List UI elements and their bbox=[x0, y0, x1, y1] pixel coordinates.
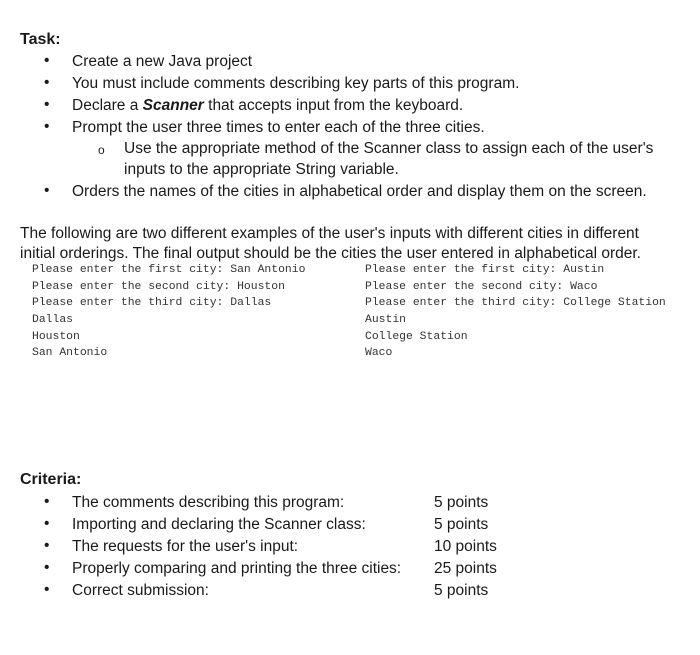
criteria-points: 25 points bbox=[434, 560, 497, 577]
criteria-label: The requests for the user's input: bbox=[72, 538, 299, 555]
bullet-icon: • bbox=[44, 182, 50, 199]
example-right-line-2: Please enter the second city: Waco bbox=[365, 281, 598, 293]
example-right-line-6: Waco bbox=[365, 347, 393, 359]
example-right-line-5: College Station bbox=[365, 331, 468, 343]
bullet-icon: • bbox=[44, 515, 50, 532]
criteria-label: Properly comparing and printing the three cities: bbox=[72, 560, 402, 577]
task-item-4: Prompt the user three times to enter each of the three cities. bbox=[72, 119, 485, 136]
criteria-heading: Criteria: bbox=[20, 471, 82, 488]
task-item-3-after: that accepts input from the keyboard. bbox=[203, 97, 464, 114]
criteria-points: 5 points bbox=[434, 494, 489, 511]
task-item-1: Create a new Java project bbox=[72, 53, 253, 70]
bullet-icon: • bbox=[44, 559, 50, 576]
criteria-points: 5 points bbox=[434, 582, 489, 599]
example-left-line-1: Please enter the first city: San Antonio bbox=[32, 264, 306, 276]
bullet-icon: • bbox=[44, 118, 50, 135]
example-left-line-5: Houston bbox=[32, 331, 80, 343]
example-left-line-6: San Antonio bbox=[32, 347, 108, 359]
bullet-icon: • bbox=[44, 537, 50, 554]
task-subitem-line1: Use the appropriate method of the Scanner class to assign each of the user's bbox=[124, 140, 654, 157]
task-heading: Task: bbox=[20, 31, 61, 48]
example-right-line-1: Please enter the first city: Austin bbox=[365, 264, 605, 276]
bullet-icon: • bbox=[44, 493, 50, 510]
criteria-label: Importing and declaring the Scanner class: bbox=[72, 516, 366, 533]
intro-paragraph: The following are two different examples of the user's inputs with different cities in different initial orderings. The final output should be the cities the user entered in alphabetical order. bbox=[20, 225, 641, 262]
example-left-line-4: Dallas bbox=[32, 314, 74, 326]
bullet-icon: • bbox=[44, 52, 50, 69]
example-right-line-4: Austin bbox=[365, 314, 407, 326]
criteria-points: 10 points bbox=[434, 538, 497, 555]
example-left-line-2: Please enter the second city: Houston bbox=[32, 281, 285, 293]
bullet-icon: • bbox=[44, 96, 50, 113]
bullet-icon: • bbox=[44, 581, 50, 598]
task-item-3 bbox=[72, 96, 463, 115]
scanner-emphasis: Scanner bbox=[142, 97, 204, 114]
task-item-3-before: Declare a bbox=[72, 97, 143, 114]
task-item-2: You must include comments describing key parts of this program. bbox=[72, 75, 520, 92]
bullet-icon: • bbox=[44, 74, 50, 91]
criteria-points: 5 points bbox=[434, 516, 489, 533]
example-left-line-3: Please enter the third city: Dallas bbox=[32, 297, 272, 309]
example-right-line-3: Please enter the third city: College Station bbox=[365, 297, 666, 309]
sub-bullet-icon: o bbox=[98, 143, 105, 157]
task-item-5: Orders the names of the cities in alphabetical order and display them on the screen. bbox=[72, 183, 647, 200]
task-subitem-line2: inputs to the appropriate String variable. bbox=[124, 161, 399, 178]
criteria-label: Correct submission: bbox=[72, 582, 209, 599]
criteria-label: The comments describing this program: bbox=[72, 494, 345, 511]
